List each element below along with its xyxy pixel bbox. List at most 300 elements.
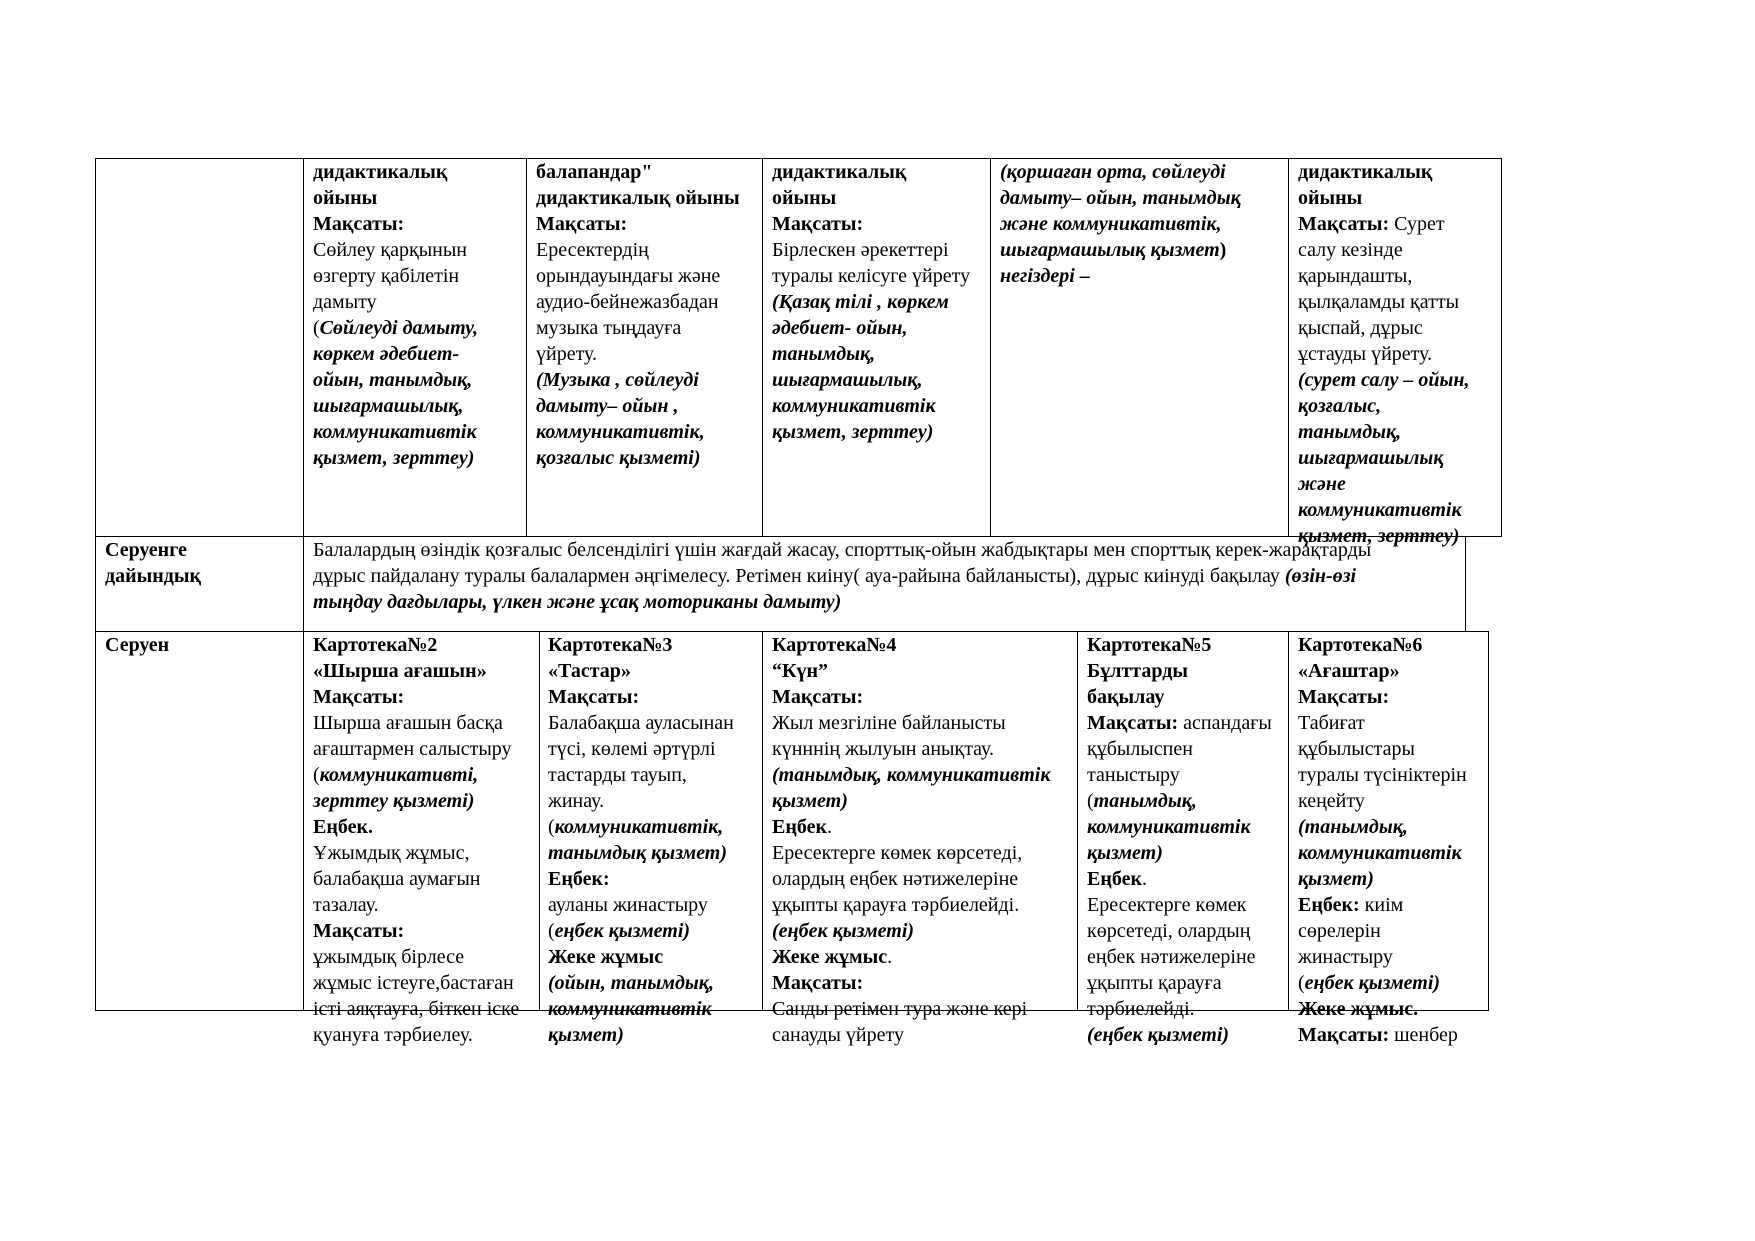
text-run: санауды үйрету [772, 1024, 904, 1046]
text-line [1298, 471, 1470, 497]
text-run: үйрету. [536, 343, 598, 365]
text-line [105, 632, 169, 658]
row1-border-right [1501, 158, 1502, 537]
text-line [1298, 632, 1467, 658]
text-run: Ересектердің [536, 239, 649, 261]
text-run: Мақсаты: [772, 972, 864, 994]
text-line [1298, 185, 1470, 211]
text-run: қызмет, зерттеу) [313, 447, 475, 469]
text-line [772, 289, 970, 315]
text-line [313, 289, 478, 315]
text-run: ( [548, 920, 555, 942]
text-run: туралы келісуге үйрету [772, 265, 971, 287]
text-run: қызмет, зерттеу) [772, 421, 934, 443]
text-run: ойыны [1298, 187, 1363, 209]
text-run: қозғалыс, [1298, 395, 1382, 417]
text-run: “Күн” [772, 660, 829, 682]
text-line [772, 367, 970, 393]
text-run: шығармашылық, [772, 369, 923, 391]
text-line [1298, 866, 1467, 892]
text-run: және [1298, 473, 1346, 495]
text-run: шығармашылық қызмет [1000, 239, 1220, 261]
text-line [313, 185, 478, 211]
text-run: негіздері – [1000, 265, 1090, 287]
text-line [313, 736, 519, 762]
text-run: Балабақша ауласынан [548, 712, 734, 734]
text-line [313, 996, 519, 1022]
text-run: (ойын, танымдық, [548, 972, 714, 994]
text-run: музыка тыңдауға [536, 317, 682, 339]
text-line [1087, 814, 1272, 840]
text-run: ( [548, 816, 555, 838]
text-line [1087, 1022, 1272, 1048]
text-line [772, 185, 970, 211]
text-line [1298, 996, 1467, 1022]
text-line [536, 341, 740, 367]
text-line [313, 393, 478, 419]
text-run: салу кезінде [1298, 239, 1403, 261]
text-line [772, 237, 970, 263]
row1-cell-1 [313, 159, 478, 471]
text-run: істі аяқтауға, біткен іске [313, 998, 520, 1020]
row3-cell-5 [1298, 632, 1467, 1048]
text-run: тыңдау дағдылары, үлкен және ұсақ моториканы дамыту) [313, 591, 842, 613]
text-line [536, 237, 740, 263]
walk-preparation-text [313, 537, 1371, 615]
text-line [313, 159, 478, 185]
text-line [313, 1022, 519, 1048]
text-run: ойын, танымдық, [313, 369, 473, 391]
text-run: күнннің жылуын анықтау. [772, 738, 995, 760]
text-run: өзгерту қабілетін [313, 265, 460, 287]
text-line [1000, 159, 1241, 185]
text-line [1087, 840, 1272, 866]
text-line [772, 970, 1050, 996]
text-line [1298, 263, 1470, 289]
text-run: (Қазақ тілі , көркем [772, 291, 949, 313]
text-line [313, 211, 478, 237]
text-run: киім [1359, 894, 1404, 916]
text-run: ойыны [313, 187, 378, 209]
text-run: «Ағаштар» [1298, 660, 1400, 682]
row1-cell-3 [772, 159, 970, 445]
text-run: Картотека№5 [1087, 634, 1212, 656]
text-line [548, 710, 734, 736]
text-run: тәрбиелейді. [1087, 998, 1195, 1020]
text-run: Санды ретімен тура және кері [772, 998, 1028, 1020]
text-line [772, 840, 1050, 866]
text-run: ( [1298, 972, 1305, 994]
text-line [1087, 710, 1272, 736]
text-run: Картотека№3 [548, 634, 673, 656]
text-run: дамыту– ойын , [536, 395, 679, 417]
text-line [313, 445, 478, 471]
text-line [772, 341, 970, 367]
text-line [313, 632, 519, 658]
text-line [548, 892, 734, 918]
text-run: Мақсаты: [772, 686, 864, 708]
text-run: қуануға тәрбиелеу. [313, 1024, 473, 1046]
text-run: Ұжымдық жұмыс, [313, 842, 470, 864]
text-run: ) [1219, 239, 1227, 261]
text-run: коммуникативтік [548, 998, 712, 1020]
text-line [1298, 970, 1467, 996]
text-line [772, 1022, 1050, 1048]
text-line [1087, 736, 1272, 762]
text-run: ұжымдық бірлесе [313, 946, 465, 968]
text-line [772, 866, 1050, 892]
text-run: Жыл мезгіліне байланысты [772, 712, 1006, 734]
text-run: құбылыспен [1087, 738, 1193, 760]
text-line [1298, 840, 1467, 866]
text-run: коммуникативті, [319, 764, 479, 786]
text-line [536, 367, 740, 393]
text-line [536, 393, 740, 419]
text-run: балапандар" [536, 161, 653, 183]
text-line [1000, 263, 1241, 289]
text-line [772, 658, 1050, 684]
row1-col-divider-2 [762, 158, 763, 537]
text-run: көрсетеді, олардың [1087, 920, 1251, 942]
text-line [536, 185, 740, 211]
walk-label [105, 632, 169, 658]
row3-cell-1 [313, 632, 519, 1048]
text-run: Мақсаты: [313, 213, 405, 235]
text-run: ұқыпты қарауға тәрбиелейді. [772, 894, 1020, 916]
text-line [536, 445, 740, 471]
text-run: Мақсаты: [1087, 712, 1179, 734]
text-run: Еңбек. [313, 816, 373, 838]
text-run: ағаштармен салыстыру [313, 738, 512, 760]
text-run: «Шырша ағашын» [313, 660, 487, 682]
text-run: коммуникативтік [772, 395, 936, 417]
text-run: сөрелерін [1298, 920, 1381, 942]
text-run: Мақсаты: [1298, 686, 1390, 708]
text-line [548, 918, 734, 944]
text-run: дидактикалық [1298, 161, 1433, 183]
text-run: Серуенге [105, 539, 187, 561]
text-line [548, 814, 734, 840]
text-line [548, 944, 734, 970]
text-line [772, 315, 970, 341]
text-run: Жеке жұмыс. [1298, 998, 1419, 1020]
row3-border-right [1488, 631, 1489, 1011]
text-run: Еңбек [1087, 868, 1142, 890]
text-line [772, 159, 970, 185]
text-run: коммуникативтік [313, 421, 477, 443]
text-run: коммуникативтік [1298, 842, 1462, 864]
text-line [1298, 159, 1470, 185]
text-run: қызмет) [1087, 842, 1163, 864]
text-line [772, 762, 1050, 788]
text-line [313, 658, 519, 684]
text-run: (өзін-өзі [1284, 565, 1357, 587]
text-line [313, 315, 478, 341]
text-run: туралы түсініктерін [1298, 764, 1467, 786]
text-line [772, 211, 970, 237]
text-line [548, 840, 734, 866]
text-run: Картотека№6 [1298, 634, 1423, 656]
text-line [1298, 788, 1467, 814]
text-line [313, 788, 519, 814]
text-line [548, 1022, 734, 1048]
text-line [313, 684, 519, 710]
text-line [1298, 289, 1470, 315]
text-line [1298, 1022, 1467, 1048]
text-line [1298, 918, 1467, 944]
text-line [1087, 762, 1272, 788]
text-line [1298, 684, 1467, 710]
text-run: Мақсаты: [1298, 1024, 1390, 1046]
row3-cell-4 [1087, 632, 1272, 1048]
text-run: Мақсаты: [536, 213, 628, 235]
text-line [313, 419, 478, 445]
text-line [313, 563, 1371, 589]
text-run: құбылыстары [1298, 738, 1415, 760]
text-run: Мақсаты: [1298, 213, 1390, 235]
text-line [548, 866, 734, 892]
row3-col-divider-2 [762, 631, 763, 1011]
row1-col-divider-4 [1288, 158, 1289, 537]
text-line [1298, 710, 1467, 736]
text-line [536, 159, 740, 185]
text-line [1087, 632, 1272, 658]
text-run: Сурет [1389, 213, 1445, 235]
text-run: тастарды тауып, [548, 764, 687, 786]
text-line [313, 237, 478, 263]
row2-border-right [1465, 536, 1466, 632]
text-line [1000, 185, 1241, 211]
text-run: Шырша ағашын басқа [313, 712, 503, 734]
text-run: кеңейту [1298, 790, 1365, 812]
text-line [536, 289, 740, 315]
text-run: Мақсаты: [772, 213, 864, 235]
row3-col-divider-1 [539, 631, 540, 1011]
text-run: Ересектерге көмек [1087, 894, 1247, 916]
text-run: жинастыру [1298, 946, 1393, 968]
text-line [548, 788, 734, 814]
text-line [1298, 341, 1470, 367]
text-run: Мақсаты: [313, 686, 405, 708]
text-line [1087, 658, 1272, 684]
text-run: қылқаламды қатты [1298, 291, 1460, 313]
text-line [1298, 762, 1467, 788]
text-line [772, 419, 970, 445]
text-line [1087, 892, 1272, 918]
text-line [772, 684, 1050, 710]
text-run: Картотека№4 [772, 634, 897, 656]
text-line [313, 762, 519, 788]
text-run: Сөйлеуді дамыту, [319, 317, 479, 339]
text-run: танымдық, [1298, 421, 1402, 443]
text-run: Картотека№2 [313, 634, 438, 656]
text-run: шығармашылық [1298, 447, 1444, 469]
row1-col-divider-3 [990, 158, 991, 537]
text-run: таныстыру [1087, 764, 1180, 786]
text-line [1298, 892, 1467, 918]
text-run: орындауындағы және [536, 265, 721, 287]
text-line [536, 315, 740, 341]
text-line [313, 710, 519, 736]
text-run: (танымдық, коммуникативтік [772, 764, 1051, 786]
text-line [105, 537, 201, 563]
text-run: Бұлттарды [1087, 660, 1188, 682]
text-line [1087, 684, 1272, 710]
text-line [772, 710, 1050, 736]
text-run: ұқыпты қарауға [1087, 972, 1222, 994]
text-line [313, 944, 519, 970]
text-run: аудио-бейнежазбадан [536, 291, 719, 313]
text-run: (еңбек қызметі) [772, 920, 915, 942]
text-run: коммуникативтік, [536, 421, 705, 443]
text-run: . [827, 816, 832, 838]
text-run: Мақсаты: [548, 686, 640, 708]
text-run: еңбек нәтижелеріне [1087, 946, 1256, 968]
text-run: Мақсаты: [313, 920, 405, 942]
text-line [1298, 211, 1470, 237]
text-line [536, 211, 740, 237]
text-run: коммуникативтік [1298, 499, 1462, 521]
text-line [536, 263, 740, 289]
text-run: (сурет салу – ойын, [1298, 369, 1470, 391]
text-line [772, 892, 1050, 918]
text-run: жинау. [548, 790, 605, 812]
text-run: дұрыс пайдалану туралы балалармен әңгімелесу. Ретімен киіну( ауа-райына байланысты), дұрыс киінуді бақылау [313, 565, 1285, 587]
text-line [1298, 445, 1470, 471]
text-run: шығармашылық, [313, 395, 464, 417]
text-run: қарындашты, [1298, 265, 1413, 287]
text-line [313, 367, 478, 393]
text-line [548, 684, 734, 710]
text-run: Жеке жұмыс [548, 946, 664, 968]
text-run: танымдық, [1093, 790, 1197, 812]
text-line [772, 736, 1050, 762]
text-line [1298, 814, 1467, 840]
text-run: Табиғат [1298, 712, 1365, 734]
text-line [1087, 918, 1272, 944]
text-run: (еңбек қызметі) [1087, 1024, 1230, 1046]
text-line [772, 944, 1050, 970]
text-line [1298, 393, 1470, 419]
text-line [772, 393, 970, 419]
column-divider-label [303, 158, 304, 1011]
text-line [548, 970, 734, 996]
text-run: қыспай, дұрыс [1298, 317, 1423, 339]
text-run: ауланы жинастыру [548, 894, 708, 916]
row3-col-divider-3 [1077, 631, 1078, 1011]
text-line [1087, 944, 1272, 970]
text-run: және коммуникативтік, [1000, 213, 1222, 235]
text-line [772, 814, 1050, 840]
text-run: ұстауды үйрету. [1298, 343, 1433, 365]
text-line [1000, 211, 1241, 237]
text-line [313, 537, 1371, 563]
text-run: дамыту– ойын, танымдық [1000, 187, 1241, 209]
text-run: шенбер [1389, 1024, 1458, 1046]
text-run: Еңбек: [1298, 894, 1360, 916]
text-run: (танымдық, [1298, 816, 1408, 838]
text-line [1087, 788, 1272, 814]
text-run: Еңбек [772, 816, 827, 838]
text-line [313, 263, 478, 289]
text-line [313, 892, 519, 918]
text-line [548, 658, 734, 684]
text-line [313, 341, 478, 367]
text-run: қозғалыс қызметі) [536, 447, 701, 469]
text-line [1087, 866, 1272, 892]
text-line [1087, 970, 1272, 996]
row3-cell-3 [772, 632, 1050, 1048]
table-border-left [95, 158, 96, 1011]
text-line [313, 814, 519, 840]
text-run: қызмет) [548, 1024, 624, 1046]
text-run: олардың еңбек нәтижелеріне [772, 868, 1019, 890]
text-run: Сөйлеу қарқынын [313, 239, 467, 261]
text-line [105, 563, 201, 589]
row3-cell-2 [548, 632, 734, 1048]
row1-cell-4 [1000, 159, 1241, 289]
text-line [313, 589, 1371, 615]
text-line [1298, 497, 1470, 523]
text-run: аспандағы [1178, 712, 1272, 734]
text-line [772, 996, 1050, 1022]
text-run: Жеке жұмыс [772, 946, 888, 968]
walk-preparation-label [105, 537, 201, 589]
text-run: әдебиет- ойын, [772, 317, 908, 339]
text-run: дамыту [313, 291, 377, 313]
text-run: тазалау. [313, 894, 379, 916]
text-run: (Музыка , сөйлеуді [536, 369, 699, 391]
text-run: көркем әдебиет- [313, 343, 460, 365]
text-line [313, 840, 519, 866]
row3-col-divider-4 [1288, 631, 1289, 1011]
text-run: түсі, көлемі әртүрлі [548, 738, 716, 760]
text-run: «Тастар» [548, 660, 631, 682]
text-line [1000, 237, 1241, 263]
text-line [772, 918, 1050, 944]
text-line [548, 736, 734, 762]
text-line [313, 918, 519, 944]
text-line [772, 788, 1050, 814]
text-run: Бірлескен әрекеттері [772, 239, 949, 261]
text-line [548, 996, 734, 1022]
text-run: (қоршаған орта, сөйлеуді [1000, 161, 1226, 183]
text-run: Еңбек: [548, 868, 610, 890]
text-run: дидактикалық [313, 161, 448, 183]
text-run: коммуникативтік, [554, 816, 724, 838]
text-run: . [887, 946, 893, 968]
text-run: Ересектерге көмек көрсетеді, [772, 842, 1023, 864]
text-line [1298, 944, 1467, 970]
row1-cell-2 [536, 159, 740, 471]
row1-cell-5 [1298, 159, 1470, 549]
text-run: дайындық [105, 565, 202, 587]
text-run: Балалардың өзіндік қозғалыс белсенділігі үшін жағдай жасау, спорттық-ойын жабдықтары мен спорттық керек-жарақтарды [313, 539, 1372, 561]
text-line [536, 419, 740, 445]
text-run: қызмет) [1298, 868, 1374, 890]
text-line [1298, 367, 1470, 393]
text-line [548, 632, 734, 658]
text-line [1298, 419, 1470, 445]
text-run: Серуен [105, 634, 170, 656]
text-run: ойыны [772, 187, 837, 209]
text-line [548, 762, 734, 788]
text-line [1298, 658, 1467, 684]
text-run: . [1142, 868, 1147, 890]
text-run: балабақша аумағын [313, 868, 481, 890]
text-line [1298, 315, 1470, 341]
text-run: дидактикалық [772, 161, 907, 183]
